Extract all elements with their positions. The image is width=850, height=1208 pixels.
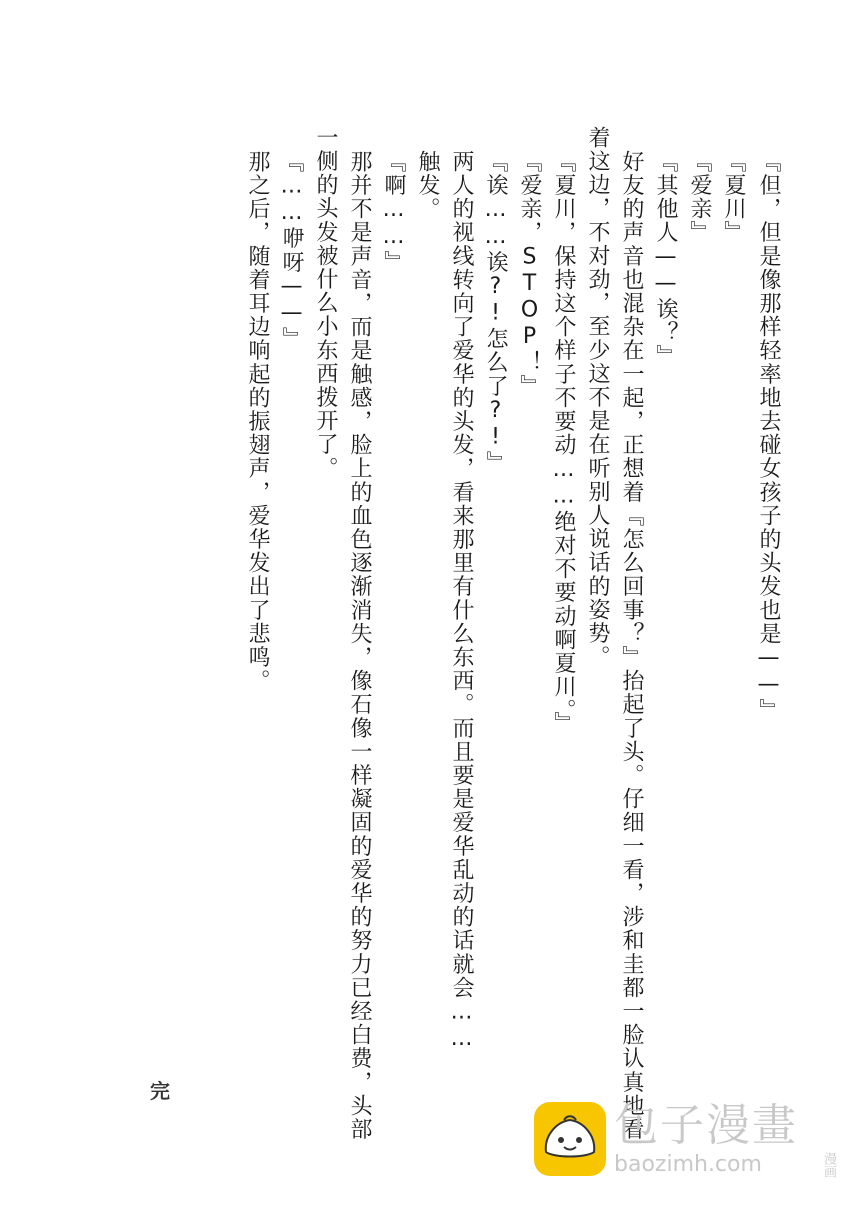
text-line-5: 好友的声音也混杂在一起，正想着『怎么回事？』抬起了头。仔细一看，涉和圭都一脸认真地看 <box>619 150 644 1142</box>
text-line-6: 着这边，不对劲，至少这不是在听别人说话的姿势。 <box>585 126 610 669</box>
watermark-small: 漫画 <box>821 1152 836 1178</box>
watermark-url: baozimh.com <box>614 1152 762 1177</box>
text-line-11: 触发。 <box>415 150 440 221</box>
bun-logo-icon <box>534 1102 606 1176</box>
text-line-8: 『爱亲，STOP！』 <box>517 150 542 398</box>
text-line-4: 『其他人——诶？』 <box>653 150 678 369</box>
text-line-9: 『诶……诶?!怎么了?!』 <box>483 150 508 475</box>
text-line-10: 两人的视线转向了爱华的头发，看来那里有什么东西。而且要是爱华乱动的话就会…… <box>449 150 474 1053</box>
text-line-3: 『爱亲』 <box>687 150 712 245</box>
text-line-12: 『啊……』 <box>381 150 406 274</box>
watermark <box>534 1100 834 1200</box>
text-line-1: 『但，但是像那样轻率地去碰女孩子的头发也是——』 <box>756 150 781 723</box>
text-line-14: 一侧的头发被什么小东西拨开了。 <box>313 126 338 480</box>
text-line-7: 『夏川，保持这个样子不要动……绝对不要动啊夏川。』 <box>551 150 576 735</box>
end-mark: 完 <box>150 1079 170 1103</box>
text-line-13: 那并不是声音，而是触感，脸上的血色逐渐消失，像石像一样凝固的爱华的努力已经白费，头部 <box>347 150 372 1142</box>
watermark-title: 包子漫畫 <box>614 1100 798 1151</box>
text-line-2: 『夏川』 <box>721 150 746 245</box>
text-line-16: 那之后，随着耳边响起的振翅声，爱华发出了悲鸣。 <box>245 150 270 693</box>
text-line-15: 『……咿呀——』 <box>279 150 304 351</box>
